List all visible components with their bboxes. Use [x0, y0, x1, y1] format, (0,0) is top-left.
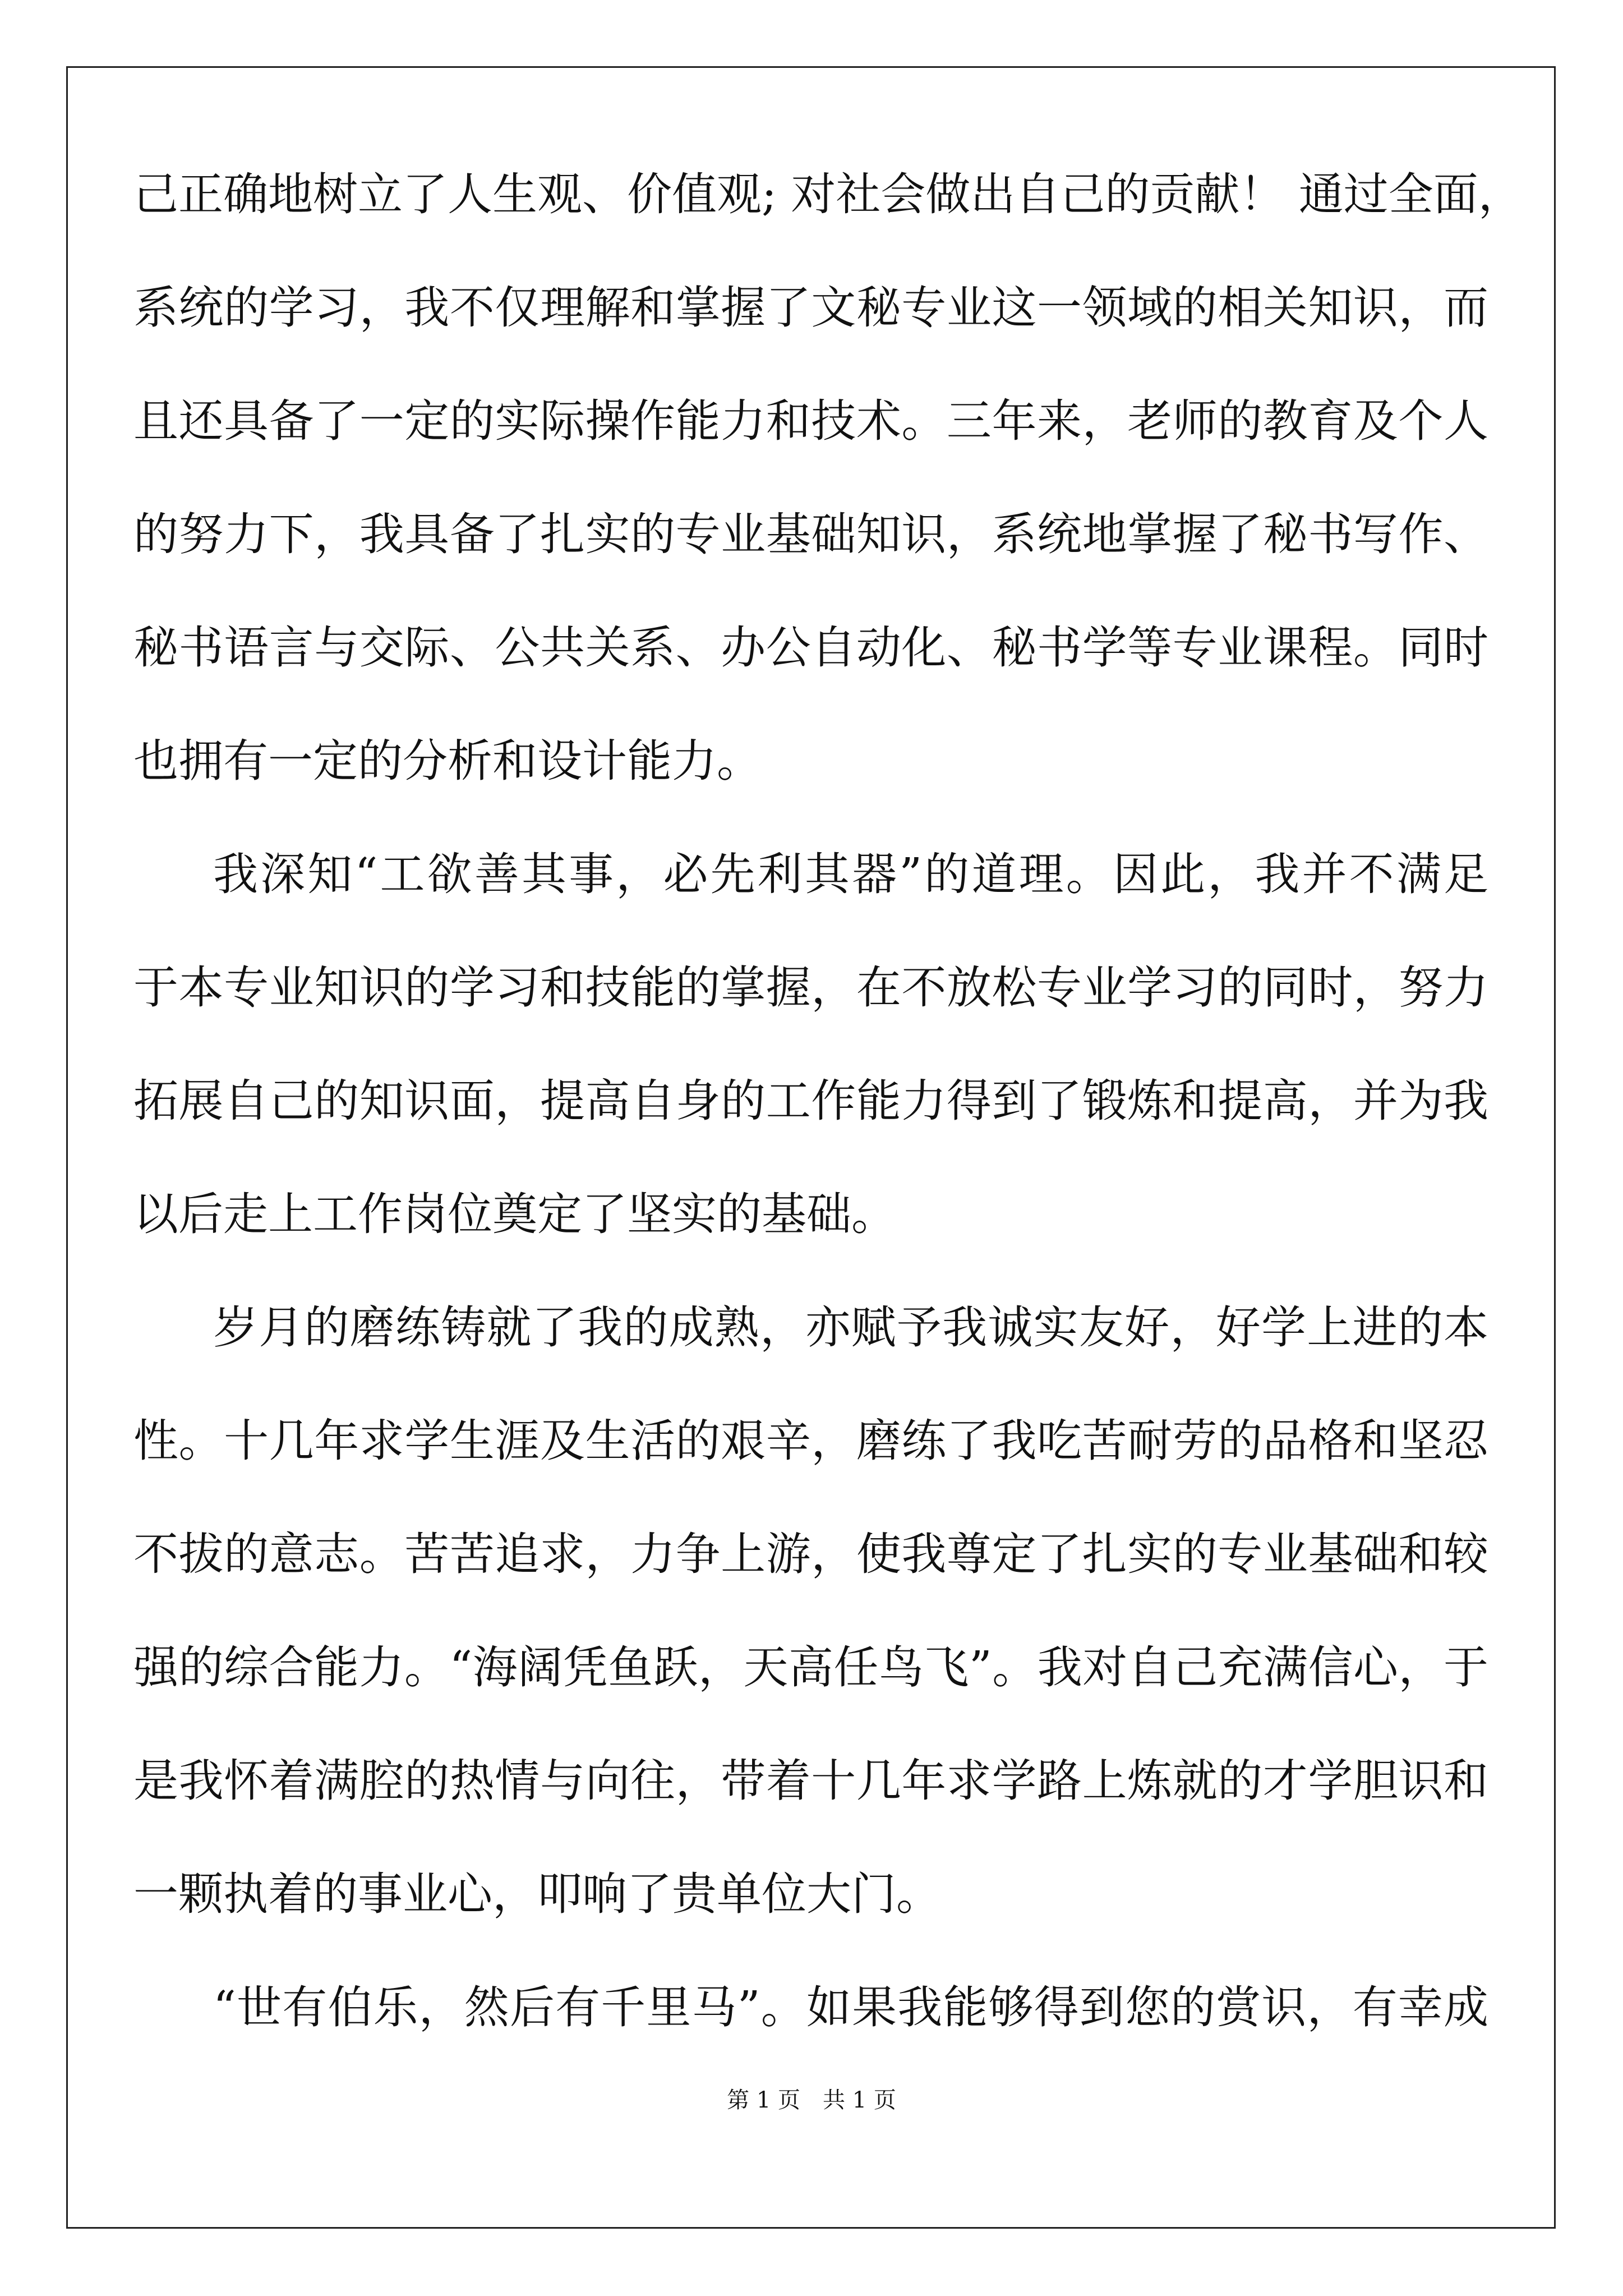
text-line: 我深知“工欲善其事，必先利其器”的道理。因此，我并不满足: [213, 848, 1488, 900]
text-line: “世有伯乐，然后有千里马”。如果我能够得到您的赏识，有幸成: [213, 1981, 1488, 2033]
text-line: 岁月的磨练铸就了我的成熟，亦赋予我诚实友好，好学上进的本: [213, 1301, 1488, 1354]
text-line: 于本专业知识的学习和技能的掌握，在不放松专业学习的同时，努力: [133, 961, 1488, 1014]
text-line: 强的综合能力。“海阔凭鱼跃，天高任鸟飞”。我对自己充满信心，于: [133, 1641, 1488, 1694]
text-line: 秘书语言与交际、公共关系、办公自动化、秘书学等专业课程。同时: [133, 622, 1488, 674]
paragraph: [133, 138, 1523, 818]
text-line: 以后走上工作岗位奠定了坚实的基础。: [133, 1188, 896, 1240]
page-total: 共 1 页: [823, 2087, 896, 2113]
page-footer: [0, 2083, 1623, 2117]
text-line: 也拥有一定的分析和设计能力。: [133, 735, 762, 787]
text-line: 不拔的意志。苦苦追求，力争上游，使我尊定了扎实的专业基础和较: [133, 1528, 1488, 1580]
text-line: 且还具备了一定的实际操作能力和技术。三年来，老师的教育及个人: [133, 395, 1488, 447]
document-body: [133, 138, 1523, 2064]
paragraph: [133, 1951, 1488, 2064]
text-line: 的努力下，我具备了扎实的专业基础知识，系统地掌握了秘书写作、: [133, 508, 1488, 560]
text-line: 己正确地树立了人生观、价值观; 对社会做出自己的贡献！ 通过全面，: [133, 168, 1523, 220]
paragraph: [133, 818, 1488, 1271]
text-line: 拓展自己的知识面，提高自身的工作能力得到了锻炼和提高，并为我: [133, 1075, 1488, 1127]
page-number: 第 1 页: [727, 2087, 800, 2113]
paragraph: [133, 1271, 1488, 1951]
text-line: 性。十几年求学生涯及生活的艰辛，磨练了我吃苦耐劳的品格和坚忍: [133, 1415, 1488, 1467]
text-line: 是我怀着满腔的热情与向往，带着十几年求学路上炼就的才学胆识和: [133, 1755, 1488, 1807]
text-line: 一颗执着的事业心，叩响了贵单位大门。: [133, 1868, 941, 1920]
text-line: 系统的学习，我不仅理解和掌握了文秘专业这一领域的相关知识，而: [133, 282, 1488, 334]
